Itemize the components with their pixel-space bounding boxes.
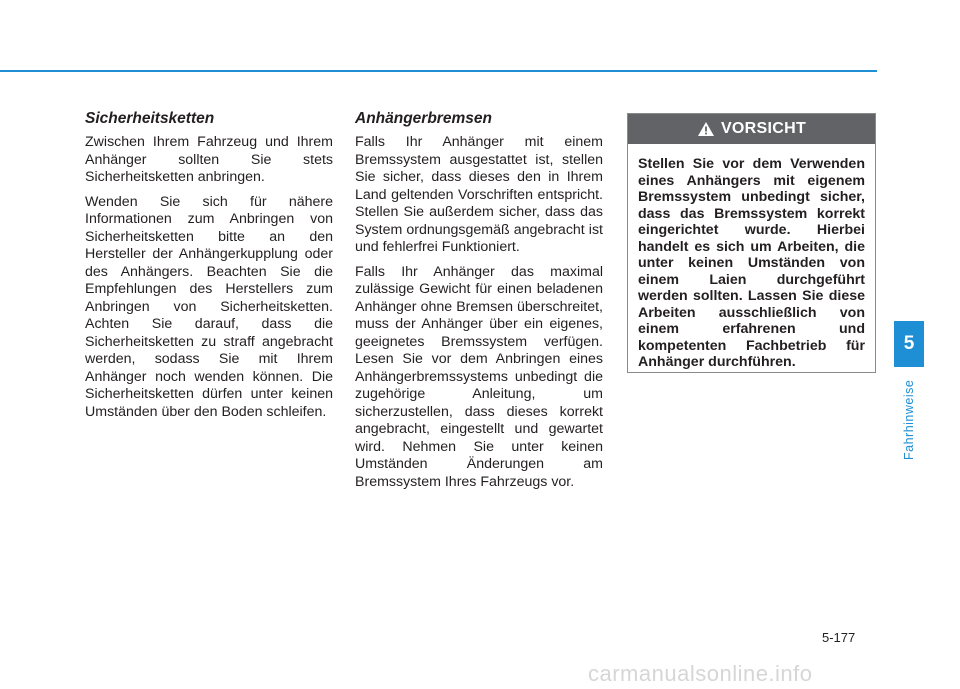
page-number: 5-177	[822, 630, 856, 645]
caution-header	[628, 114, 875, 144]
caution-title: VORSICHT	[720, 120, 807, 137]
warning-triangle-icon	[697, 121, 715, 137]
section-safety-chains	[85, 110, 333, 428]
section-heading: Anhängerbremsen	[355, 110, 492, 127]
paragraph: Falls Ihr Anhänger das maximal zulässige Gewicht für einen beladenen Anhänger ohne Bremsen überschreitet, muss der Anhänger über ein eigenes, geeignetes Bremssystem verfügen. Lesen Sie vor dem Anbringen eines Anhängerbremssystems unbedingt die zugehörige Anleitung, um sicherzustellen, dass dieses korrekt angebracht, eingestellt und gewartet wird. Nehmen Sie unter keinen Umständen Änderungen am Bremssystem Ihres Fahrzeugs vor.	[355, 263, 603, 490]
watermark: carmanualsonline.info	[588, 661, 813, 686]
section-trailer-brakes	[355, 110, 603, 498]
section-heading: Sicherheitsketten	[85, 110, 215, 127]
caution-text: Stellen Sie vor dem Verwenden eines Anhängers mit eigenem Bremssystem unbedingt sicher, dass das Bremssystem korrekt eingerichtet wurde. Hierbei handelt es sich um Arbeiten, die unter keinen Umständen von einem Laien durchgeführt werden sollten. Lassen Sie diese Arbeiten ausschließlich von einem erfahrenen und kompetenten Fachbetrieb für Anhänger durchführen.	[638, 156, 865, 370]
chapter-tab: 5	[894, 321, 924, 367]
paragraph: Wenden Sie sich für nähere Informationen zum Anbringen von Sicherheitsketten bitte an den Hersteller der Anhängerkupplung oder des Anhängers. Beachten Sie die Empfehlungen des Herstellers zum Anbringen von Sicherheitsketten. Achten Sie darauf, dass die Sicherheitsketten zu straff angebracht werden, sodass Sie mit Ihrem Anhänger noch wenden können. Die Sicherheitsketten dürfen unter keinen Umständen über den Boden schleifen.	[85, 193, 333, 420]
paragraph: Falls Ihr Anhänger mit einem Bremssystem ausgestattet ist, stellen Sie sicher, dass dieses den in Ihrem Land geltenden Vorschriften entspricht. Stellen Sie außerdem sicher, dass das System ordnungsgemäß angebracht ist und fehlerfrei Funktioniert.	[355, 134, 603, 255]
chapter-label: Fahrhinweise	[902, 379, 916, 460]
header-rule	[0, 70, 877, 72]
paragraph: Zwischen Ihrem Fahrzeug und Ihrem Anhänger sollten Sie stets Sicherheitsketten anbringen.	[85, 134, 333, 185]
caution-box	[627, 113, 876, 373]
